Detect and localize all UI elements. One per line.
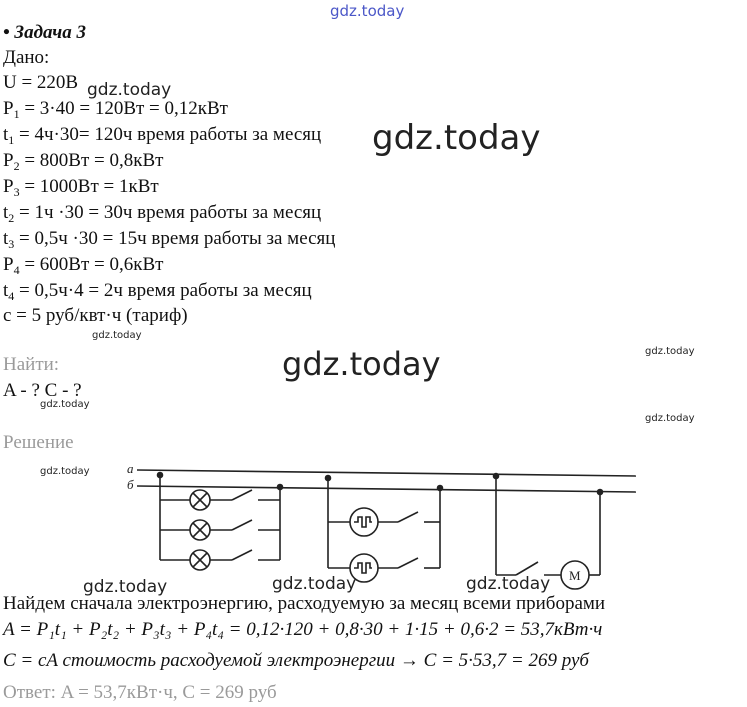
- watermark: gdz.today: [87, 80, 172, 100]
- watermark: gdz.today: [83, 577, 168, 597]
- answer: Ответ: A = 53,7кВт·ч, C = 269 руб: [3, 682, 277, 703]
- watermark: gdz.today: [645, 346, 695, 357]
- bullet: •: [3, 22, 10, 43]
- given-line: $P_4 = 600Вт = 0,6кВт$: [3, 254, 164, 277]
- heater-icon: [350, 508, 378, 536]
- given-line: c = 5 руб/квт·ч (тариф): [3, 305, 188, 326]
- heater-icon: [350, 554, 378, 582]
- lamp-icon: [190, 550, 210, 570]
- watermark: gdz.today: [466, 574, 551, 594]
- watermark: gdz.today: [40, 466, 90, 477]
- motor-label: M: [569, 568, 581, 583]
- lamp-icon: [190, 490, 210, 510]
- given-line: U = 220В: [3, 72, 79, 93]
- lamp-icon: [190, 520, 210, 540]
- given-line: $P_2 = 800Вт = 0,8кВт$: [3, 150, 164, 173]
- solution-label: Решение: [3, 432, 74, 453]
- watermark: gdz.today: [92, 330, 142, 341]
- find-label: Найти:: [3, 354, 60, 375]
- find-text: A - ? C - ?: [3, 380, 82, 401]
- formula-a: A = P₁t₁ + P₂t₂ + P₃t₃ + P₄t₄ = 0,12·120 + 0,8·30 + 1·15 + 0,6·2 = 53,7кВт·ч: [3, 619, 603, 640]
- given-line: $t_4 = 0,5ч\cdot 4 = 2ч$ время работы за месяц: [3, 280, 312, 303]
- watermark: gdz.today: [40, 399, 90, 410]
- given-line: $P_1 = 3\cdot 40 = 120Вт = 0,12кВт$: [3, 98, 228, 121]
- watermark: gdz.today: [272, 574, 357, 594]
- given-line: $t_1 = 4ч\cdot 30= 120ч$ время работы за месяц: [3, 124, 322, 147]
- given-line: $P_3 = 1000Вт = 1кВт$: [3, 176, 159, 199]
- wire-b-label: б: [127, 477, 134, 492]
- watermark: gdz.today: [282, 345, 441, 383]
- watermark-top: gdz.today: [330, 2, 405, 20]
- task-title: Задача 3: [14, 22, 86, 43]
- wire-a-label: а: [127, 461, 134, 476]
- given-line: $t_2 = 1ч \cdot 30 = 30ч$ время работы за месяц: [3, 202, 322, 225]
- given-label: Дано:: [3, 47, 50, 68]
- solution-intro: Найдем сначала электроэнергию, расходуемую за месяц всеми приборами: [3, 593, 606, 614]
- given-line: $t_3 = 0,5ч \cdot 30 = 15ч$ время работы за месяц: [3, 228, 336, 251]
- formula-c: C = cA стоимость расходуемой электроэнергии → C = 5·53,7 = 269 руб: [3, 650, 589, 671]
- watermark: gdz.today: [372, 118, 541, 158]
- watermark: gdz.today: [645, 413, 695, 424]
